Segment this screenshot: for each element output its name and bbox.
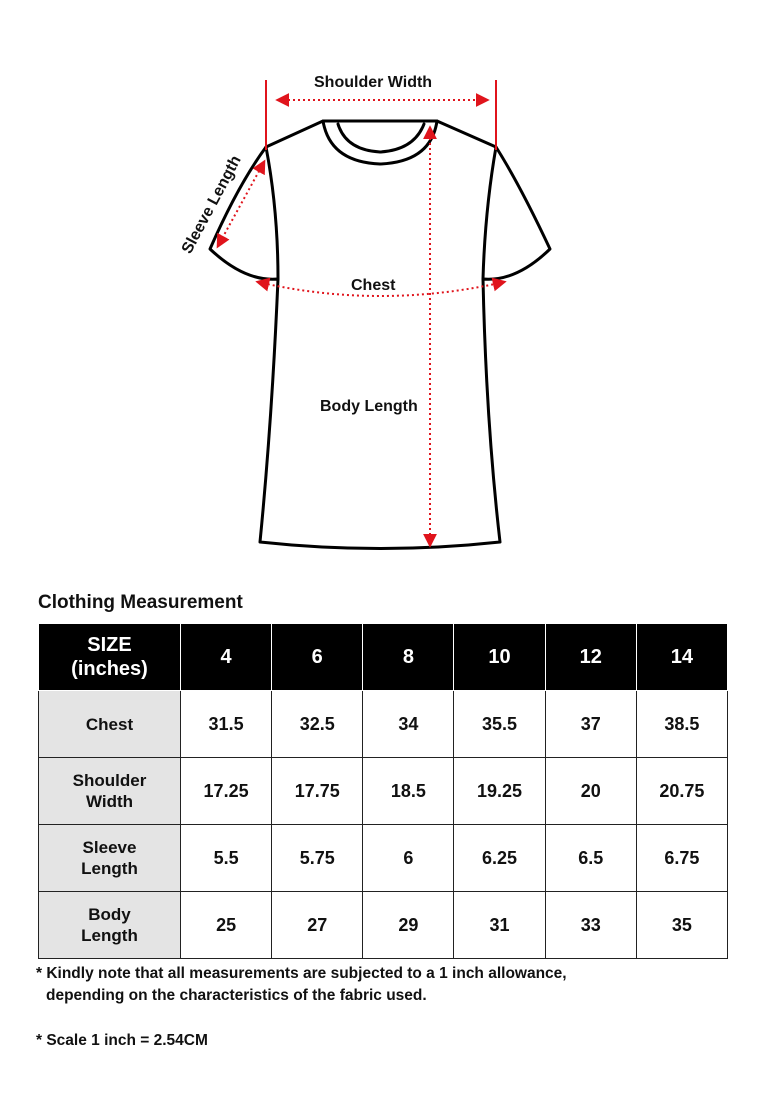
table-cell: 19.25 (454, 758, 545, 825)
row-label-line1: Chest (85, 714, 134, 734)
table-cell: 27 (272, 892, 363, 959)
row-label-line1: Sleeve (82, 838, 137, 857)
table-cell: 18.5 (363, 758, 454, 825)
allowance-note-line2: depending on the characteristics of the fabric used. (46, 987, 427, 1004)
section-title: Clothing Measurement (38, 592, 243, 613)
table-cell: 32.5 (272, 691, 363, 758)
row-label (39, 691, 181, 758)
row-label-line1: Body (88, 905, 131, 924)
allowance-note-line1: * Kindly note that all measurements are subjected to a 1 inch allowance, (36, 965, 567, 982)
table-cell: 20 (545, 758, 636, 825)
size-header-line2: (inches) (71, 658, 148, 680)
size-col-header: 4 (181, 624, 272, 691)
size-col-header: 6 (272, 624, 363, 691)
table-cell: 17.25 (181, 758, 272, 825)
size-col-header: 12 (545, 624, 636, 691)
tshirt-outline (210, 121, 550, 549)
table-cell: 38.5 (636, 691, 727, 758)
allowance-note (36, 963, 567, 1007)
table-cell: 6.5 (545, 825, 636, 892)
table-cell: 6.25 (454, 825, 545, 892)
size-chart-table (38, 623, 728, 959)
row-label-line1: Shoulder (72, 771, 147, 790)
table-cell: 25 (181, 892, 272, 959)
table-cell: 33 (545, 892, 636, 959)
sleeve-length-label: Sleeve Length (178, 152, 245, 257)
table-row (39, 691, 728, 758)
size-col-header: 8 (363, 624, 454, 691)
table-cell: 37 (545, 691, 636, 758)
row-label-line2: Length (81, 926, 138, 945)
size-header-cell (39, 624, 181, 691)
body-length-label: Body Length (320, 398, 418, 415)
row-label (39, 825, 181, 892)
table-cell: 6.75 (636, 825, 727, 892)
size-col-header: 10 (454, 624, 545, 691)
table-cell: 5.75 (272, 825, 363, 892)
row-label (39, 758, 181, 825)
table-header-row (39, 624, 728, 691)
table-row (39, 825, 728, 892)
table-cell: 35 (636, 892, 727, 959)
size-col-header: 14 (636, 624, 727, 691)
table-cell: 5.5 (181, 825, 272, 892)
size-header-line1: SIZE (87, 634, 132, 656)
table-cell: 34 (363, 691, 454, 758)
scale-note: * Scale 1 inch = 2.54CM (36, 1032, 208, 1049)
sleeve-length-label-wrap (150, 152, 260, 257)
shoulder-width-label: Shoulder Width (314, 74, 433, 91)
table-cell: 31 (454, 892, 545, 959)
chest-label: Chest (351, 277, 396, 294)
row-label-line2: Width (85, 792, 134, 811)
table-cell: 20.75 (636, 758, 727, 825)
table-cell: 35.5 (454, 691, 545, 758)
table-cell: 17.75 (272, 758, 363, 825)
row-label-line2: Length (81, 859, 138, 878)
table-cell: 31.5 (181, 691, 272, 758)
table-cell: 29 (363, 892, 454, 959)
table-cell: 6 (363, 825, 454, 892)
table-row (39, 892, 728, 959)
table-row (39, 758, 728, 825)
row-label (39, 892, 181, 959)
